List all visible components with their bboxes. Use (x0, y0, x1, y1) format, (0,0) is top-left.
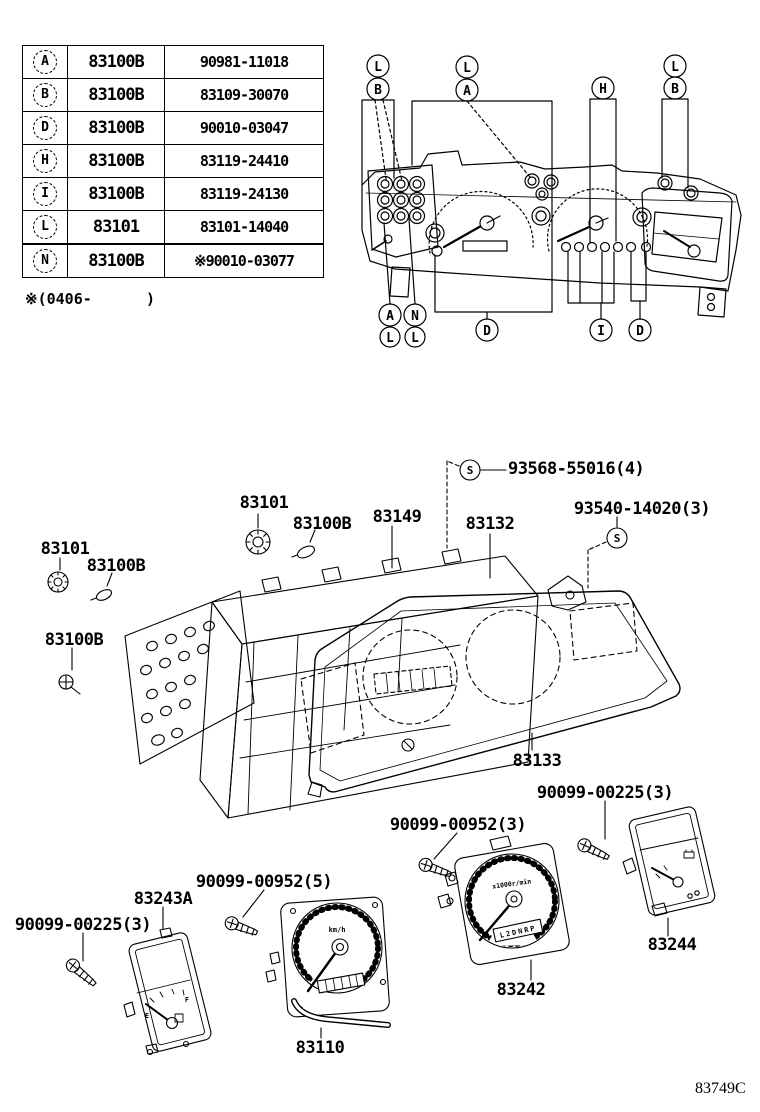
callout-letter: B (671, 82, 679, 97)
parts-reference-table (22, 45, 324, 278)
speedo-unit-text: km/h (328, 926, 346, 934)
part-code-cell: 83100B (68, 244, 165, 278)
part-label-tachometer: 83242 (496, 980, 546, 1000)
part-label-screw-left: 90099-00225(3) (14, 915, 152, 935)
callout-letter: L (411, 331, 419, 346)
wedge-bulb-icon (292, 544, 316, 561)
part-label-screw-right: 90099-00225(3) (536, 783, 674, 803)
part-label-bulb-socket-left: 83101 (40, 539, 90, 559)
applicability-note: ※(0406- ) (25, 290, 155, 308)
table-row (23, 244, 324, 278)
table-row (23, 112, 324, 145)
part-label-screw-set-a: 93568-55016(4) (508, 459, 645, 479)
part-label-speedometer: 83110 (295, 1038, 345, 1058)
part-code-cell: 83100B (68, 178, 165, 211)
small-meter-unit (623, 806, 716, 936)
part-number-cell: ※90010-03077 (165, 244, 324, 278)
callout-letter: D (636, 324, 644, 339)
bulb-socket-icon (246, 530, 270, 554)
part-label-case: 83149 (372, 507, 422, 527)
screw-icon (224, 915, 260, 938)
screw-icon (576, 837, 612, 863)
part-number-cell: 83109-30070 (165, 79, 324, 112)
ref-letter-badge: L (33, 215, 57, 239)
callout-letter: L (463, 61, 471, 76)
table-row (23, 46, 324, 79)
exploded-view-drawing (0, 430, 760, 830)
ref-letter-badge: B (33, 83, 57, 107)
ref-letter-badge: N (33, 249, 57, 273)
tach-unit-text: x1000r/min (491, 877, 532, 891)
callout-letter: B (374, 83, 382, 98)
part-number-cell: 83101-14040 (165, 211, 324, 245)
callout-letter: A (386, 309, 394, 324)
shift-indicator-text: L2DNRP (499, 924, 538, 940)
screw-icon (64, 956, 100, 988)
part-label-bulb-lower-left: 83100B (44, 630, 104, 650)
part-code-cell: 83100B (68, 79, 165, 112)
fuel-full-mark: F (184, 996, 190, 1004)
part-code-cell: 83100B (68, 46, 165, 79)
part-label-fuel-gauge: 83243A (133, 889, 193, 909)
part-label-meter-small: 83244 (647, 935, 697, 955)
part-label-bulb-socket-top: 83101 (239, 493, 289, 513)
ref-letter-badge: I (33, 182, 57, 206)
table-row (23, 178, 324, 211)
bulb-socket-grid (378, 177, 425, 224)
wedge-bulb-icon (91, 588, 113, 603)
part-label-bracket: 83132 (465, 514, 515, 534)
callout-letter: N (411, 309, 419, 324)
bulb-screw-icon (59, 675, 80, 694)
cluster-rear-view-drawing (350, 35, 750, 355)
figure-code: 83749C (695, 1080, 746, 1097)
table-row (23, 145, 324, 178)
ref-letter-badge: H (33, 149, 57, 173)
warning-lamp-row (562, 243, 651, 252)
speedometer-unit (266, 897, 390, 1038)
part-label-screw-tach: 90099-00952(3) (389, 815, 527, 835)
part-code-cell: 83101 (68, 211, 165, 245)
callout-letter: D (483, 324, 491, 339)
part-label-screw-mid: 90099-00952(5) (195, 872, 333, 892)
part-number-cell: 90981-11018 (165, 46, 324, 79)
part-label-bulb-left: 83100B (86, 556, 146, 576)
part-label-screw-set-b: 93540-14020(3) (573, 499, 711, 519)
table-row (23, 79, 324, 112)
part-number-cell: 83119-24410 (165, 145, 324, 178)
table-row (23, 211, 324, 245)
callout-letter: H (599, 82, 607, 97)
part-label-lens: 83133 (512, 751, 562, 771)
callout-letter: L (671, 60, 679, 75)
s-marker: S (466, 464, 474, 477)
bulb-socket-icon (48, 572, 68, 592)
callout-letter: L (374, 60, 382, 75)
part-number-cell: 83119-24130 (165, 178, 324, 211)
callout-letter: L (386, 331, 394, 346)
screw-icon (417, 857, 453, 880)
meter-lens (301, 591, 680, 797)
tachometer-unit (438, 836, 571, 980)
s-marker: S (613, 532, 621, 545)
part-code-cell: 83100B (68, 112, 165, 145)
meter-case (200, 549, 538, 818)
ref-letter-badge: A (33, 50, 57, 74)
callout-letter: A (463, 84, 471, 99)
ref-letter-badge: D (33, 116, 57, 140)
part-number-cell: 90010-03047 (165, 112, 324, 145)
part-code-cell: 83100B (68, 145, 165, 178)
fuel-empty-mark: E (144, 1012, 150, 1020)
part-label-bulb-top: 83100B (292, 514, 352, 534)
callout-letter: I (597, 324, 605, 339)
